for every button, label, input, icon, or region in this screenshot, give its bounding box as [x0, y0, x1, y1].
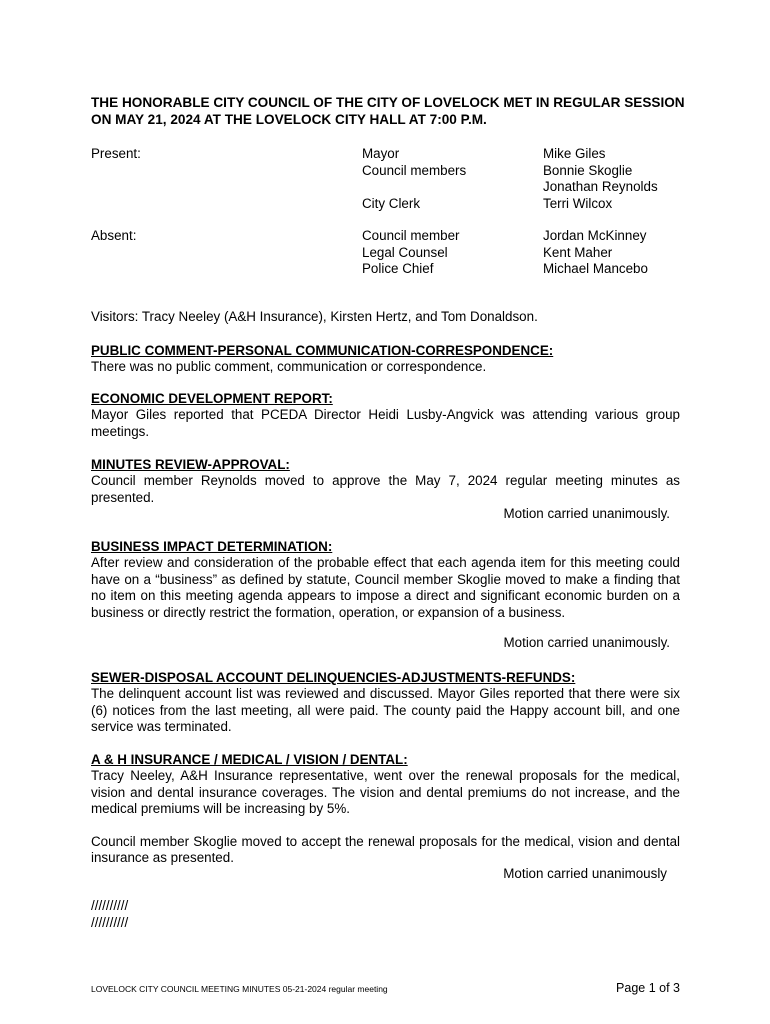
section-heading: BUSINESS IMPACT DETERMINATION: [91, 539, 333, 554]
section-text: There was no public comment, communication or correspondence. [91, 359, 487, 375]
present-role: Mayor [362, 146, 400, 161]
present-name: Jonathan Reynolds [543, 179, 658, 194]
section-text: The delinquent account list was reviewed and discussed. Mayor Giles reported that there were six (6) notices from the last meeting, all were paid. The county paid the Happy account bill, and one service was terminated. [91, 686, 680, 735]
present-name: Terri Wilcox [543, 195, 613, 211]
present-name: Mike Giles [543, 146, 606, 161]
present-roles [362, 146, 466, 212]
absent-names [543, 228, 648, 278]
economic-development-section [91, 391, 680, 440]
motion-result: Motion carried unanimously. [503, 506, 670, 522]
footer-document-name: LOVELOCK CITY COUNCIL MEETING MINUTES 05-21-2024 regular meeting [91, 984, 388, 994]
section-text: After review and consideration of the probable effect that each agenda item for this meeting could have on a “business” as defined by statute, Council member Skoglie moved to make a finding that no item on this meeting agenda appears to impose a direct and significant economic burden on a business or directly restrict the formation, operation, or expansion of a business. [91, 555, 680, 620]
absent-name: Jordan McKinney [543, 228, 647, 243]
present-names [543, 146, 658, 212]
present-name: Bonnie Skoglie [543, 162, 633, 178]
continuation-marks [91, 898, 128, 931]
present-label: Present: [91, 146, 141, 161]
absent-role: Legal Counsel [362, 244, 448, 260]
section-heading: ECONOMIC DEVELOPMENT REPORT: [91, 391, 333, 406]
visitors-line: Visitors: Tracy Neeley (A&H Insurance), Kirsten Hertz, and Tom Donaldson. [91, 309, 538, 324]
present-role: City Clerk [362, 195, 421, 211]
motion-result: Motion carried unanimously [503, 866, 667, 882]
section-text: Council member Reynolds moved to approve the May 7, 2024 regular meeting minutes as presented. [91, 473, 680, 505]
sewer-disposal-section [91, 670, 680, 736]
absent-role: Police Chief [362, 261, 434, 276]
section-text: Tracy Neeley, A&H Insurance representative, went over the renewal proposals for the medical, vision and dental insurance coverages. The vision and dental premiums do not increase, and the medical premiums will be increasing by 5%. [91, 768, 680, 817]
absent-label: Absent: [91, 228, 137, 243]
present-role [362, 179, 466, 196]
motion-result: Motion carried unanimously. [503, 635, 670, 651]
section-heading: PUBLIC COMMENT-PERSONAL COMMUNICATION-CORRESPONDENCE: [91, 343, 554, 358]
insurance-section [91, 752, 680, 883]
present-role: Council members [362, 162, 467, 178]
slash-line: ////////// [91, 898, 129, 913]
absent-roles [362, 228, 460, 278]
absent-name: Kent Maher [543, 244, 613, 260]
business-impact-section [91, 539, 680, 651]
absent-name: Michael Mancebo [543, 261, 648, 276]
minutes-review-section [91, 457, 680, 523]
slash-line: ////////// [91, 914, 129, 930]
public-comment-section [91, 343, 680, 376]
absent-role: Council member [362, 228, 460, 243]
footer-page-number: Page 1 of 3 [616, 981, 680, 995]
section-heading: SEWER-DISPOSAL ACCOUNT DELINQUENCIES-ADJUSTMENTS-REFUNDS: [91, 670, 576, 685]
section-text: Mayor Giles reported that PCEDA Director Heidi Lusby-Angvick was attending various group meetings. [91, 407, 680, 439]
document-title: THE HONORABLE CITY COUNCIL OF THE CITY OF LOVELOCK MET IN REGULAR SESSION ON MAY 21, 2024 AT THE LOVELOCK CITY HALL AT 7:00 P.M. [91, 95, 685, 127]
section-heading: MINUTES REVIEW-APPROVAL: [91, 457, 290, 472]
section-text: Council member Skoglie moved to accept the renewal proposals for the medical, vision and dental insurance as presented. [91, 833, 680, 866]
section-heading: A & H INSURANCE / MEDICAL / VISION / DENTAL: [91, 752, 408, 767]
